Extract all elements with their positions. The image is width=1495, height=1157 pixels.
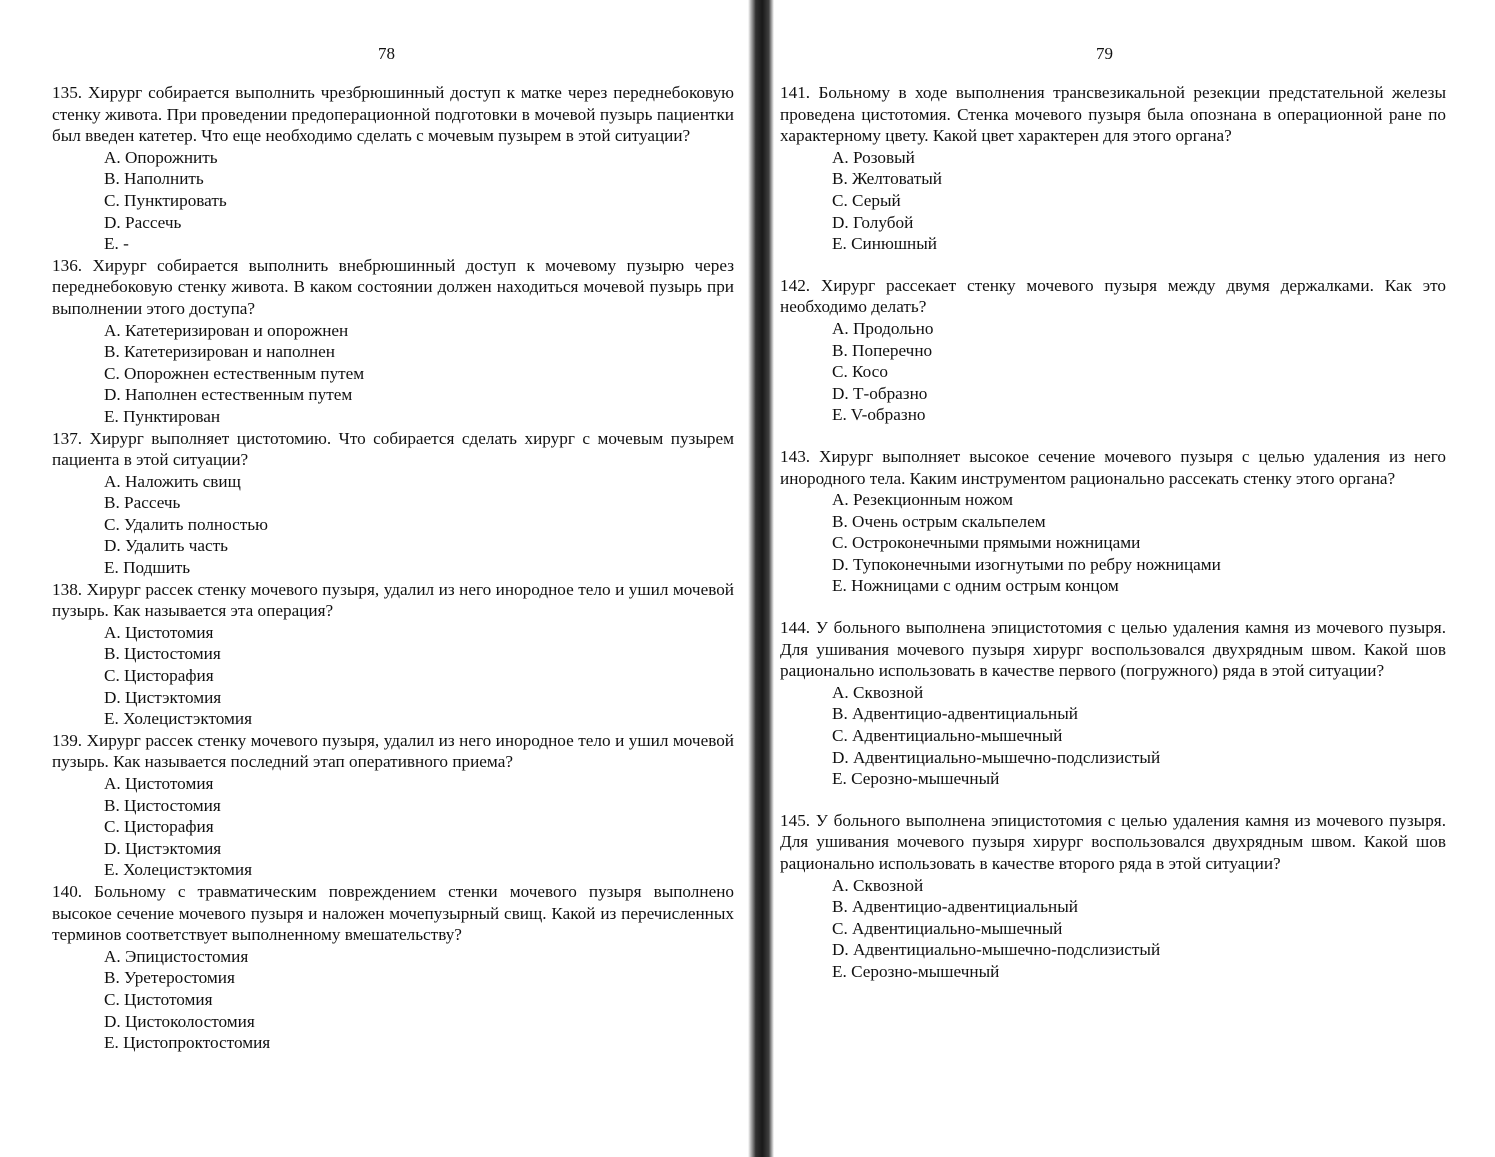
question-number: 141. xyxy=(780,83,811,102)
answer-options xyxy=(780,489,1446,597)
question-text: Хирург рассек стенку мочевого пузыря, удалил из него инородное тело и ушил мочевой пузырь. Как называется эта операция? xyxy=(52,579,734,621)
question-number: 136. xyxy=(52,255,83,275)
question-143 xyxy=(780,446,1446,597)
question-138 xyxy=(52,579,734,730)
question-number: 142. xyxy=(780,275,811,295)
question-137 xyxy=(52,428,734,579)
question-144 xyxy=(780,617,1446,790)
answer-option: D. Цистэктомия xyxy=(104,838,222,858)
answer-option: B. Наполнить xyxy=(104,169,204,189)
answer-option: A. Сквозной xyxy=(832,875,924,895)
answer-option: B. Катетеризирован и наполнен xyxy=(104,342,335,362)
answer-option: B. Цистостомия xyxy=(104,795,221,815)
answer-option: A. Катетеризирован и опорожнен xyxy=(104,320,349,340)
question-145 xyxy=(780,810,1446,983)
answer-option: E. V-образно xyxy=(832,405,926,425)
answer-option: E. Серозно-мышечный xyxy=(832,961,1000,981)
answer-option: A. Цистотомия xyxy=(104,774,214,793)
answer-option: E. - xyxy=(104,234,129,254)
answer-option: E. Пунктирован xyxy=(104,406,221,426)
question-text: Больному с травматическим повреждением стенки мочевого пузыря выполнено высокое сечение мочевого пузыря и наложен мочепузырный свищ. Какой из перечисленных терминов соответствует выполненному вмешательству? xyxy=(52,881,734,945)
answer-option: C. Адвентициально-мышечный xyxy=(832,726,1063,746)
answer-option: A. Эпицистостомия xyxy=(104,946,249,966)
answer-option: C. Пунктировать xyxy=(104,190,227,210)
question-text: Хирург рассек стенку мочевого пузыря, удалил из него инородное тело и ушил мочевой пузырь. Как называется последний этап оперативного приема? xyxy=(52,730,734,772)
question-141 xyxy=(780,82,1446,255)
question-number: 144. xyxy=(780,618,811,638)
answer-option: C. Опорожнен естественным путем xyxy=(104,363,365,383)
answer-option: C. Цистотомия xyxy=(104,989,213,1009)
answer-option: A. Цистотомия xyxy=(104,622,214,642)
question-135 xyxy=(52,82,734,255)
answer-option: A. Розовый xyxy=(832,147,915,167)
answer-options xyxy=(780,875,1446,983)
answer-option: E. Серозно-мышечный xyxy=(832,769,1000,789)
answer-option: D. Тупоконечными изогнутыми по ребру ножницами xyxy=(832,554,1221,574)
question-number: 143. xyxy=(780,446,811,466)
answer-option: B. Цистостомия xyxy=(104,644,221,664)
page-number: 79 xyxy=(1096,44,1113,63)
question-number: 145. xyxy=(780,810,811,830)
question-text: У больного выполнена эпицистотомия с целью удаления камня из мочевого пузыря. Для ушивания мочевого пузыря хирург воспользовался двухрядным швом. Какой шов рационально использовать в качестве первого (погружного) ряда в этой ситуации? xyxy=(780,618,1446,681)
answer-option: C. Косо xyxy=(832,362,888,382)
question-number: 139. xyxy=(52,730,83,750)
answer-option: B. Очень острым скальпелем xyxy=(832,511,1046,531)
answer-options xyxy=(780,682,1446,790)
answer-options xyxy=(52,320,734,428)
question-text: Хирург собирается выполнить чрезбрюшинный доступ к матке через переднебоковую стенку живота. При проведении предоперационной подготовки в мочевой пузырь пациентки был введен катетер. Что еще необходимо сделать с мочевым пузырем в этой ситуации? xyxy=(52,83,735,146)
answer-option: D. Цистэктомия xyxy=(104,687,222,707)
question-number: 135. xyxy=(52,83,83,102)
left-page-content xyxy=(52,82,734,1054)
right-page-content xyxy=(780,82,1446,983)
question-text: Больному в ходе выполнения трансвезикальной резекции предстательной железы проведена цистотомия. Стенка мочевого пузыря была опознана в операционной ране по характерному цвету. Какой цвет характерен для этого органа? xyxy=(780,83,1447,146)
question-text: Хирург собирается выполнить внебрюшинный доступ к мочевому пузырю через переднебоковую стенку живота. В каком состоянии должен находиться мочевой пузырь при выполнении этого доступа? xyxy=(52,255,734,318)
answer-option: B. Уретеростомия xyxy=(104,968,235,988)
answer-option: C. Цисторафия xyxy=(104,666,214,686)
answer-option: D. Голубой xyxy=(832,212,914,232)
answer-option: C. Удалить полностью xyxy=(104,514,268,534)
answer-options xyxy=(52,622,734,730)
answer-option: B. Поперечно xyxy=(832,340,933,360)
question-number: 137. xyxy=(52,428,83,448)
answer-options xyxy=(52,773,734,881)
answer-option: B. Адвентицио-адвентициальный xyxy=(832,897,1078,917)
answer-option: E. Ножницами с одним острым концом xyxy=(832,576,1119,596)
answer-option: B. Желтоватый xyxy=(832,169,942,189)
answer-option: B. Рассечь xyxy=(104,493,181,513)
question-text: У больного выполнена эпицистотомия с целью удаления камня из мочевого пузыря. Для ушивания мочевого пузыря хирург воспользовался двухрядным швом. Какой шов рационально использовать в качестве второго ряда в этой ситуации? xyxy=(780,810,1446,873)
right-page xyxy=(770,0,1495,1157)
answer-option: E. Подшить xyxy=(104,558,191,578)
answer-option: E. Синюшный xyxy=(832,234,937,254)
answer-option: E. Холецистэктомия xyxy=(104,709,252,729)
answer-option: D. Наполнен естественным путем xyxy=(104,385,353,405)
answer-option: E. Цистопроктостомия xyxy=(104,1033,271,1053)
question-136 xyxy=(52,255,734,428)
answer-option: D. Рассечь xyxy=(104,212,182,232)
answer-option: C. Адвентициально-мышечный xyxy=(832,918,1063,938)
answer-options xyxy=(52,147,734,255)
answer-option: A. Наложить свищ xyxy=(104,471,241,491)
question-number: 140. xyxy=(52,881,83,901)
answer-option: A. Резекционным ножом xyxy=(832,490,1014,510)
answer-option: D. Т-образно xyxy=(832,383,928,403)
answer-option: A. Сквозной xyxy=(832,682,924,702)
question-text: Хирург выполняет цистотомию. Что собирается сделать хирург с мочевым пузырем пациента в этой ситуации? xyxy=(52,428,734,470)
answer-option: B. Адвентицио-адвентициальный xyxy=(832,704,1078,724)
answer-option: A. Продольно xyxy=(832,318,934,338)
question-139 xyxy=(52,730,734,881)
question-text: Хирург рассекает стенку мочевого пузыря между двумя держалками. Как это необходимо делать? xyxy=(780,275,1446,317)
question-142 xyxy=(780,275,1446,426)
answer-option: D. Адвентициально-мышечно-подслизистый xyxy=(832,747,1161,767)
answer-option: D. Удалить часть xyxy=(104,536,228,556)
question-140 xyxy=(52,881,734,1054)
answer-options xyxy=(780,147,1446,255)
answer-option: E. Холецистэктомия xyxy=(104,860,252,880)
answer-option: C. Цисторафия xyxy=(104,817,214,837)
answer-option: A. Опорожнить xyxy=(104,147,218,167)
answer-option: D. Цистоколостомия xyxy=(104,1011,255,1031)
question-number: 138. xyxy=(52,579,83,599)
page-number: 78 xyxy=(378,44,395,63)
answer-option: C. Серый xyxy=(832,190,901,210)
answer-option: C. Остроконечными прямыми ножницами xyxy=(832,533,1141,553)
answer-options xyxy=(780,318,1446,426)
answer-options xyxy=(52,946,734,1054)
answer-option: D. Адвентициально-мышечно-подслизистый xyxy=(832,940,1161,960)
answer-options xyxy=(52,471,734,579)
question-text: Хирург выполняет высокое сечение мочевого пузыря с целью удаления из него инородного тела. Каким инструментом рационально рассекать стенку этого органа? xyxy=(780,446,1447,488)
